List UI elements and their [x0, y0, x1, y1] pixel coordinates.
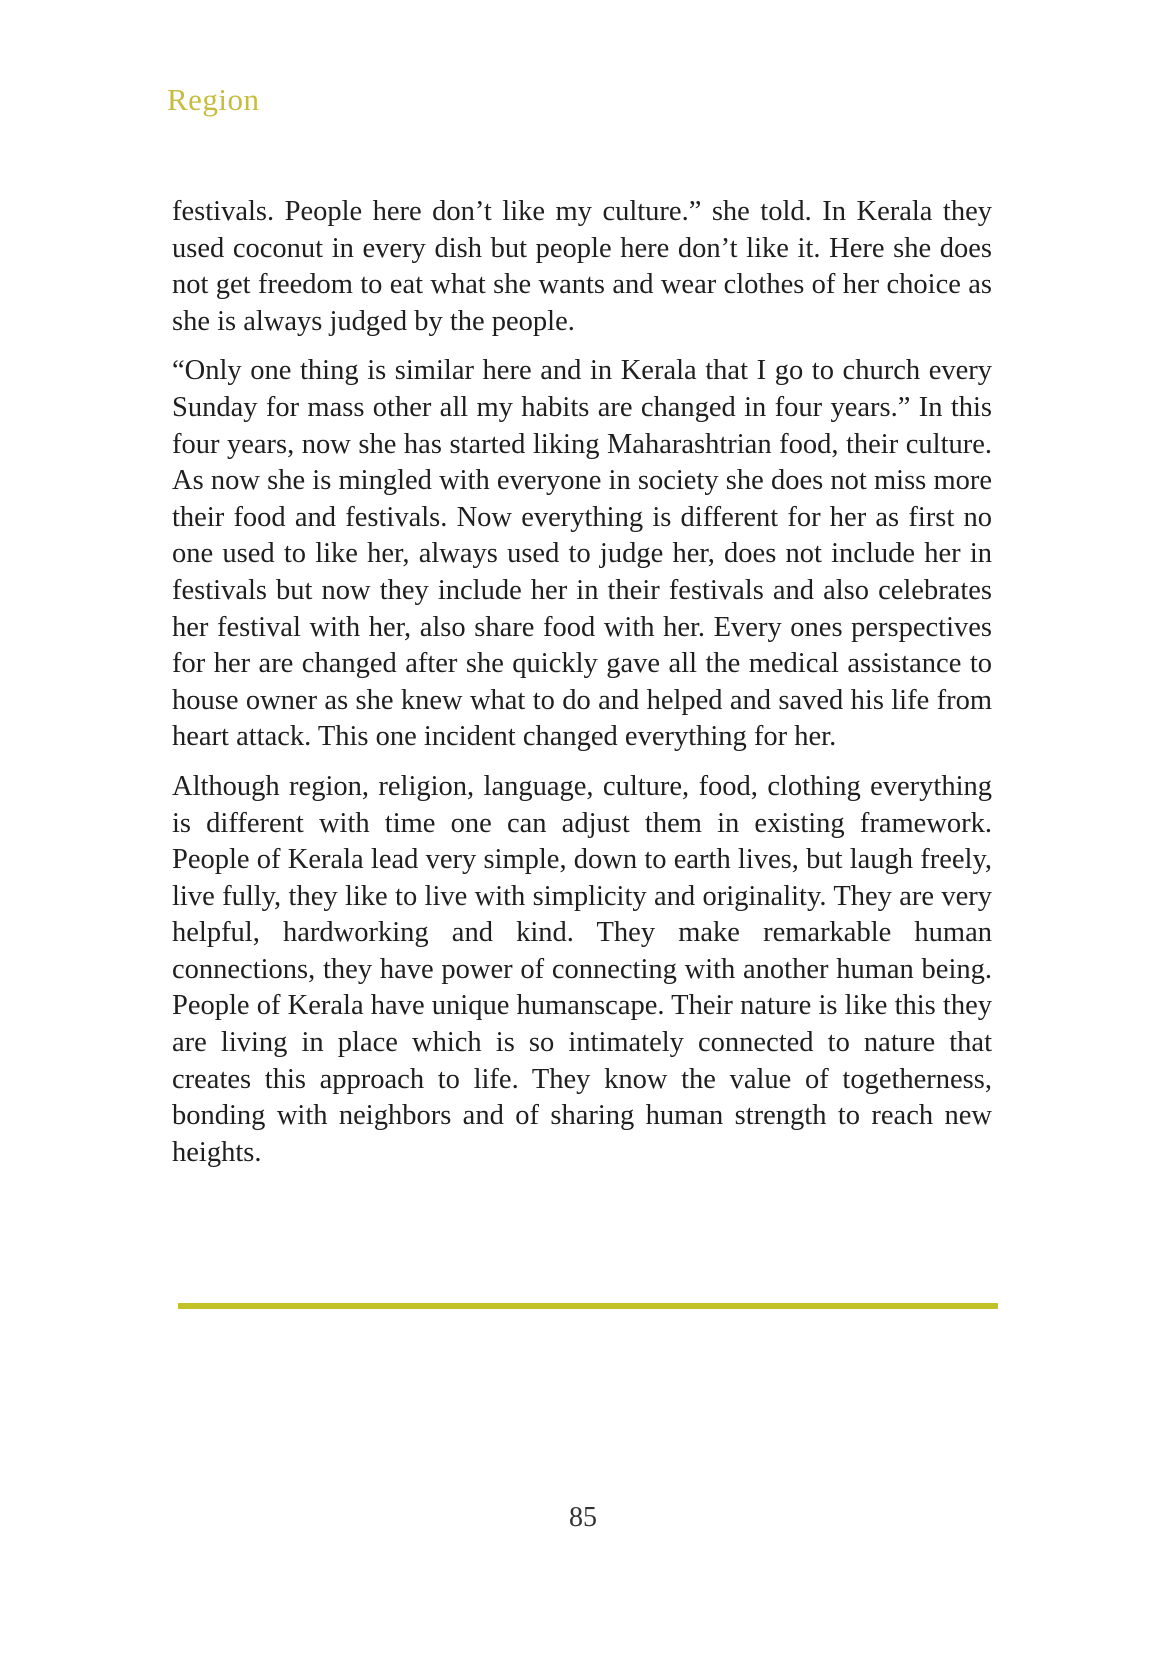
running-header: Region [167, 82, 260, 117]
body-paragraph: Although region, religion, language, culture, food, clothing everything is different with time one can adjust them in existing framework. People of Kerala lead very simple, down to earth lives, but laugh freely, live fully, they like to live with simplicity and originality. They are very helpful, hardworking and kind. They make remarkable human connections, they have power of connecting with another human being. People of Kerala have unique humanscape. Their nature is like this they are living in place which is so intimately connected to nature that creates this approach to life. They know the value of togetherness, bonding with neighbors and of sharing human strength to reach new heights. [172, 770, 992, 1168]
page-number: 85 [569, 1502, 597, 1533]
body-paragraph: festivals. People here don’t like my culture.” she told. In Kerala they used coconut in every dish but people here don’t like it. Here she does not get freedom to eat what she wants and wear clothes of her choice as she is always judged by the people. [172, 196, 992, 337]
body-paragraph: “Only one thing is similar here and in Kerala that I go to church every Sunday for mass other all my habits are changed in four years.” In this four years, now she has started liking Maharashtrian food, their culture. As now she is mingled with everyone in society she does not miss more their food and festivals. Now everything is different for her as first no one used to like her, always used to judge her, does not include her in festivals but now they include her in their festivals and also celebrates her festival with her, also share food with her. Every ones perspectives for her are changed after she quickly gave all the medical assistance to house owner as she knew what to do and helped and saved his life from heart attack. This one incident changed everything for her. [172, 355, 992, 753]
section-divider-rule [178, 1303, 998, 1309]
body-text-column [172, 194, 992, 1184]
